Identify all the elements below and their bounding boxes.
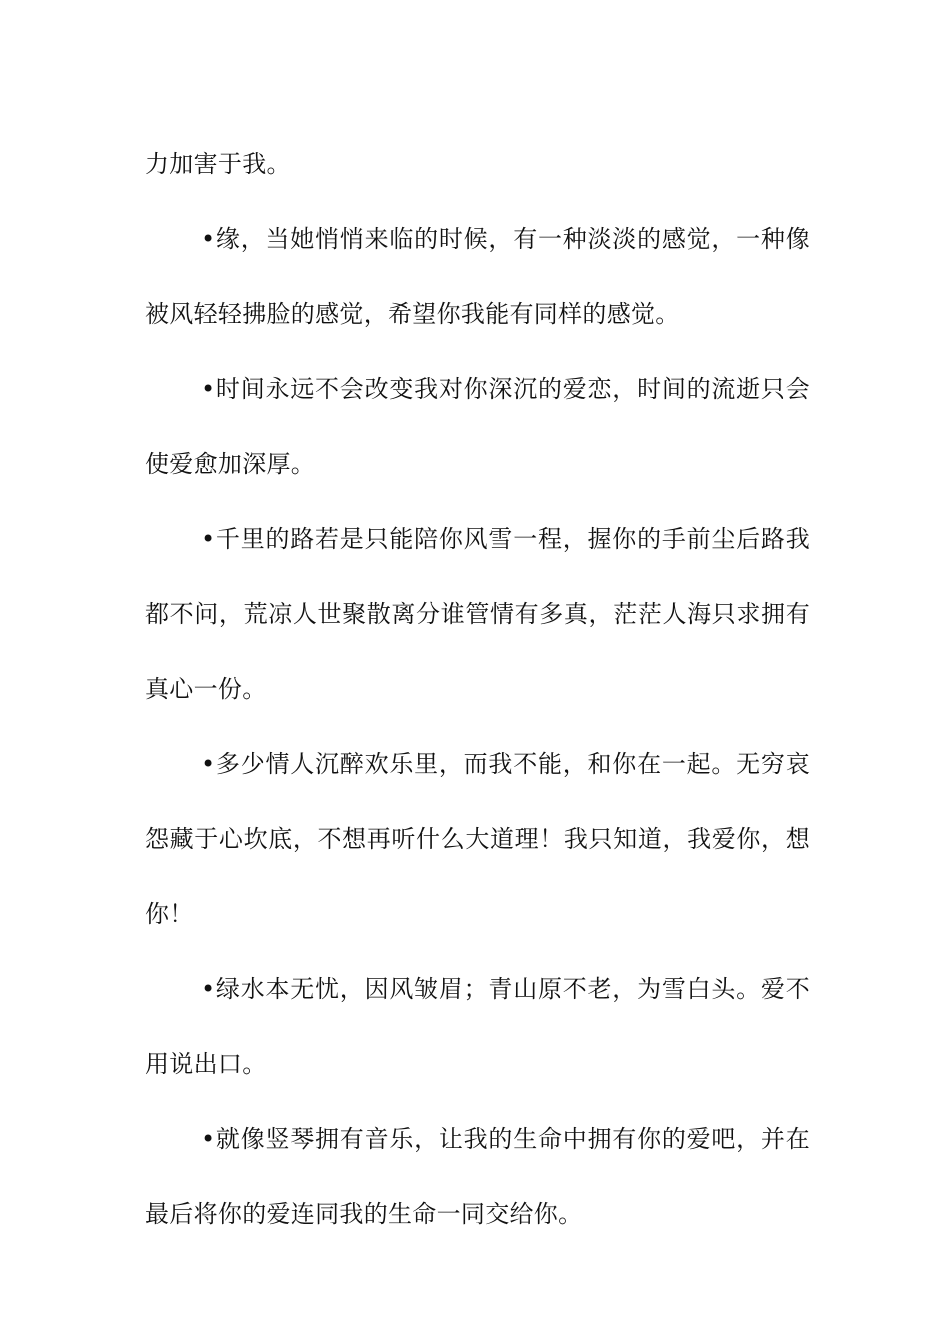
paragraph-bullet: •时间永远不会改变我对你深沉的爱恋，时间的流逝只会使爱愈加深厚。 bbox=[145, 375, 810, 478]
paragraph-bullet: •绿水本无忧，因风皱眉；青山原不老，为雪白头。爱不用说出口。 bbox=[145, 975, 810, 1078]
paragraph-bullet: •多少情人沉醉欢乐里，而我不能，和你在一起。无穷哀怨藏于心坎底，不想再听什么大道理！我只知道，我爱你，想你！ bbox=[145, 750, 810, 928]
document-body bbox=[145, 127, 810, 1252]
paragraph-bullet: •缘，当她悄悄来临的时候，有一种淡淡的感觉，一种像被风轻轻拂脸的感觉，希望你我能有同样的感觉。 bbox=[145, 225, 810, 328]
paragraph-bullet: •千里的路若是只能陪你风雪一程，握你的手前尘后路我都不问，荒凉人世聚散离分谁管情有多真，茫茫人海只求拥有真心一份。 bbox=[145, 525, 810, 703]
paragraph-bullet: •就像竖琴拥有音乐，让我的生命中拥有你的爱吧，并在最后将你的爱连同我的生命一同交给你。 bbox=[145, 1125, 810, 1228]
paragraph-continuation: 力加害于我。 bbox=[145, 150, 291, 178]
